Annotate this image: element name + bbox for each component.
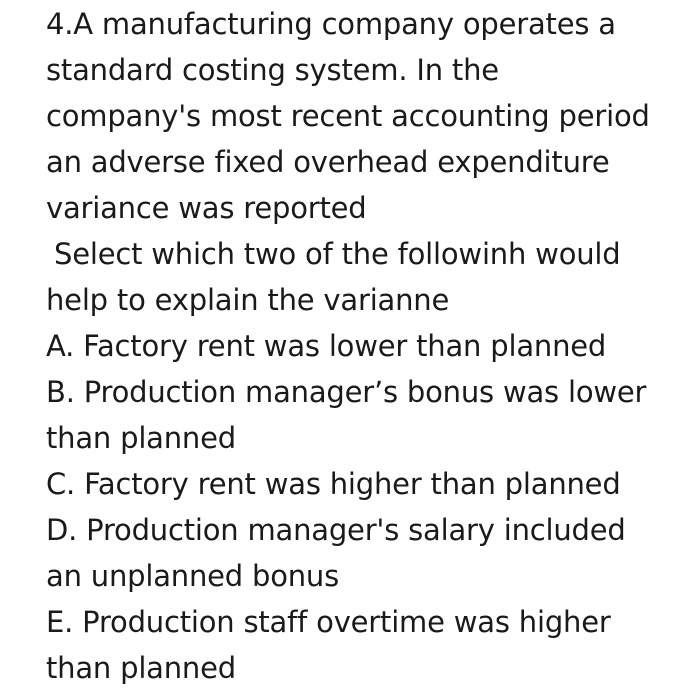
option-b-line-1: B. Production manager’s bonus was lower — [46, 375, 647, 409]
question-line-7: help to explain the varianne — [46, 283, 450, 317]
option-a: A. Factory rent was lower than planned — [46, 329, 607, 363]
option-b-line-2: than planned — [46, 421, 236, 455]
option-e-line-1: E. Production staff overtime was higher — [46, 605, 611, 639]
option-c: C. Factory rent was higher than planned — [46, 467, 621, 501]
question-line-5: variance was reported — [46, 191, 367, 225]
option-d-line-2: an unplanned bonus — [46, 559, 340, 593]
option-d-line-1: D. Production manager's salary included — [46, 513, 626, 547]
question-line-1: 4.A manufacturing company operates a — [46, 7, 616, 41]
question-line-3: company's most recent accounting period — [46, 99, 650, 133]
question-line-4: an adverse fixed overhead expenditure — [46, 145, 610, 179]
question-line-6: Select which two of the followinh would — [54, 237, 621, 271]
document-body — [46, 0, 686, 691]
question-line-2: standard costing system. In the — [46, 53, 499, 87]
option-e-line-2: than planned — [46, 651, 236, 685]
